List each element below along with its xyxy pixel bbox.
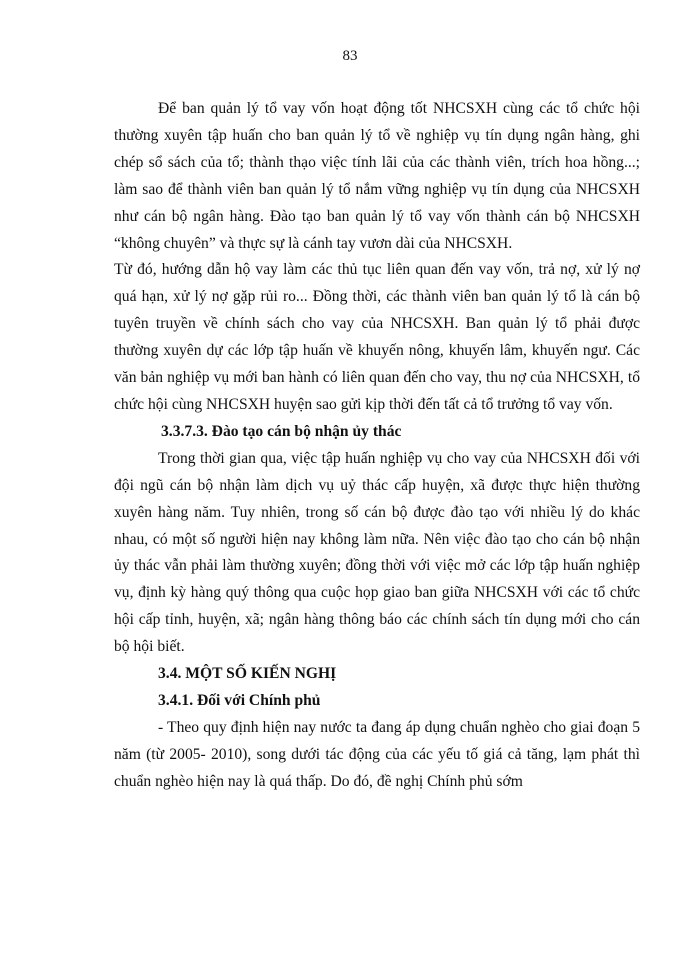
page-number: 83	[342, 48, 358, 64]
paragraph-poverty-standard: - Theo quy định hiện nay nước ta đang áp dụng chuẩn nghèo cho giai đoạn 5 năm (từ 2005- 2010), song dưới tác động của các yếu tố giá cả tăng, lạm phát thì chuẩn nghèo hiện nay là quá thấp. Do đó, đề nghị Chính phủ sớm	[114, 718, 640, 790]
section-heading-3-4: 3.4. MỘT SỐ KIẾN NGHỊ	[158, 665, 337, 683]
section-heading-3-3-7-3: 3.3.7.3. Đào tạo cán bộ nhận ủy thác	[161, 422, 402, 440]
paragraph-borrower-guidance: Từ đó, hướng dẫn hộ vay làm các thủ tục liên quan đến vay vốn, trả nợ, xử lý nợ quá hạn, xử lý nợ gặp rủi ro... Đồng thời, các thành viên ban quản lý tổ là cán bộ tuyên truyền về chính sách cho vay của NHCSXH. Ban quản lý tổ phải được thường xuyên dự các lớp tập huấn về khuyến nông, khuyến lâm, khuyến ngư. Các văn bản nghiệp vụ mới ban hành có liên quan đến cho vay, thu nợ của NHCSXH, tổ chức hội cùng NHCSXH huyện sao gửi kịp thời đến tất cả tổ trưởng tổ vay vốn.	[114, 261, 640, 413]
paragraph-tovay-training: Để ban quản lý tổ vay vốn hoạt động tốt NHCSXH cùng các tổ chức hội thường xuyên tập huấn cho ban quản lý tổ về nghiệp vụ tín dụng ngân hàng, ghi chép sổ sách của tổ; thành thạo việc tính lãi của các thành viên, trích hoa hồng...; làm sao để thành viên ban quản lý tổ nắm vững nghiệp vụ tín dụng của NHCSXH như cán bộ ngân hàng. Đào tạo ban quản lý tổ vay vốn thành cán bộ NHCSXH “không chuyên” và thực sự là cánh tay vươn dài của NHCSXH.	[114, 100, 640, 252]
paragraph-trustee-training: Trong thời gian qua, việc tập huấn nghiệp vụ cho vay của NHCSXH đối với đội ngũ cán bộ nhận làm dịch vụ uỷ thác cấp huyện, xã được thực hiện thường xuyên hàng năm. Tuy nhiên, trong số cán bộ được đào tạo với nhiều lý do khác nhau, có một số người hiện nay không làm nữa. Nên việc đào tạo cho cán bộ nhận ủy thác vẫn phải làm thường xuyên; đồng thời với việc mở các lớp tập huấn nghiệp vụ, định kỳ hàng quý thông qua cuộc họp giao ban giữa NHCSXH với các tổ chức hội cấp tỉnh, huyện, xã; ngân hàng thông báo các chính sách tín dụng mới cho cán bộ hội biết.	[114, 449, 640, 656]
page-content	[114, 96, 640, 796]
section-heading-3-4-1: 3.4.1. Đối với Chính phủ	[158, 691, 321, 709]
